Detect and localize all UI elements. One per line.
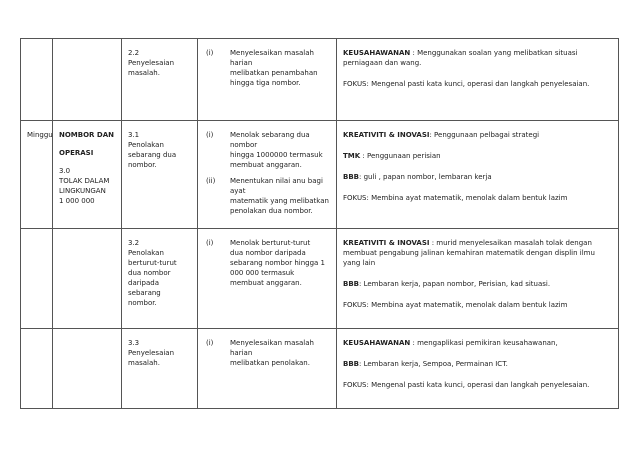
document-page bbox=[20, 0, 618, 452]
table-row bbox=[21, 121, 619, 229]
objective-item: (i) Menyelesaikan masalah harian melibatkan penolakan. bbox=[206, 339, 314, 367]
topic-cell bbox=[53, 39, 122, 121]
activity-item: FOKUS: Mengenal pasti kata kunci, operasi dan langkah penyelesaian. bbox=[343, 80, 590, 88]
week-cell bbox=[21, 329, 53, 409]
week-cell bbox=[21, 229, 53, 329]
activity-cell bbox=[337, 39, 619, 121]
activity-cell bbox=[337, 121, 619, 229]
activity-item: FOKUS: Mengenal pasti kata kunci, operasi dan langkah penyelesaian. bbox=[343, 381, 590, 389]
activity-item: BBB: Lembaran kerja, Sempoa, Permainan ICT. bbox=[343, 360, 508, 368]
activity-item: KREATIVITI & INOVASI : murid menyelesaikan masalah tolak dengan membuat pengabung jalinan kemahiran matematik dengan displin ilmu yang lain bbox=[343, 239, 595, 267]
activity-item: FOKUS: Membina ayat matematik, menolak dalam bentuk lazim bbox=[343, 301, 568, 309]
topic-cell bbox=[53, 329, 122, 409]
activity-item: KEUSAHAWANAN : mengaplikasi pemikiran keusahawanan, bbox=[343, 339, 558, 347]
week-cell bbox=[21, 39, 53, 121]
table-row bbox=[21, 39, 619, 121]
objective-item: (i) Menolak sebarang dua nombor hingga 1000000 termasuk membuat anggaran. bbox=[206, 131, 323, 169]
objective-cell bbox=[198, 229, 337, 329]
activity-item: KREATIVITI & INOVASI: Penggunaan pelbagai strategi bbox=[343, 131, 540, 139]
activity-item: FOKUS: Membina ayat matematik, menolak dalam bentuk lazim bbox=[343, 194, 568, 202]
table-row bbox=[21, 329, 619, 409]
topic-cell bbox=[53, 229, 122, 329]
standard-code: 3.3 bbox=[128, 339, 140, 347]
standard-code: 2.2 bbox=[128, 49, 140, 57]
standard-cell: 3.1 Penolakan sebarang dua nombor. bbox=[122, 121, 198, 229]
objective-item: (i) Menyelesaikan masalah harian melibatkan penambahan hingga tiga nombor. bbox=[206, 49, 318, 87]
activity-cell bbox=[337, 329, 619, 409]
activity-item: KEUSAHAWANAN : Menggunakan soalan yang melibatkan situasi perniagaan dan wang. bbox=[343, 49, 578, 67]
lesson-plan-table bbox=[20, 38, 619, 409]
standard-cell: 3.2 Penolakan berturut-turut dua nombor daripada sebarang nombor. bbox=[122, 229, 198, 329]
standard-cell: 3.3 Penyelesaian masalah. bbox=[122, 329, 198, 409]
topic-code: 3.0 bbox=[59, 167, 71, 175]
objective-cell bbox=[198, 329, 337, 409]
standard-cell: 2.2 Penyelesaian masalah. bbox=[122, 39, 198, 121]
activity-item: TMK : Penggunaan perisian bbox=[343, 152, 441, 160]
objective-cell bbox=[198, 39, 337, 121]
topic-cell: NOMBOR DAN OPERASI 3.0 TOLAK DALAM LINGKUNGAN 1 000 000 bbox=[53, 121, 122, 229]
week-cell: Minggu bbox=[21, 121, 53, 229]
objective-item: (ii) Menentukan nilai anu bagi ayat matematik yang melibatkan penolakan dua nombor. bbox=[206, 177, 329, 215]
topic-title: NOMBOR DAN bbox=[59, 131, 114, 139]
table-row bbox=[21, 229, 619, 329]
activity-item: BBB: guli , papan nombor, lembaran kerja bbox=[343, 173, 492, 181]
activity-item: BBB: Lembaran kerja, papan nombor, Perisian, kad situasi. bbox=[343, 280, 551, 288]
objective-cell bbox=[198, 121, 337, 229]
standard-code: 3.2 bbox=[128, 239, 140, 247]
activity-cell bbox=[337, 229, 619, 329]
standard-code: 3.1 bbox=[128, 131, 140, 139]
objective-item: (i) Menolak berturut-turut dua nombor daripada sebarang nombor hingga 1 000 000 termasuk membuat anggaran. bbox=[206, 239, 325, 287]
